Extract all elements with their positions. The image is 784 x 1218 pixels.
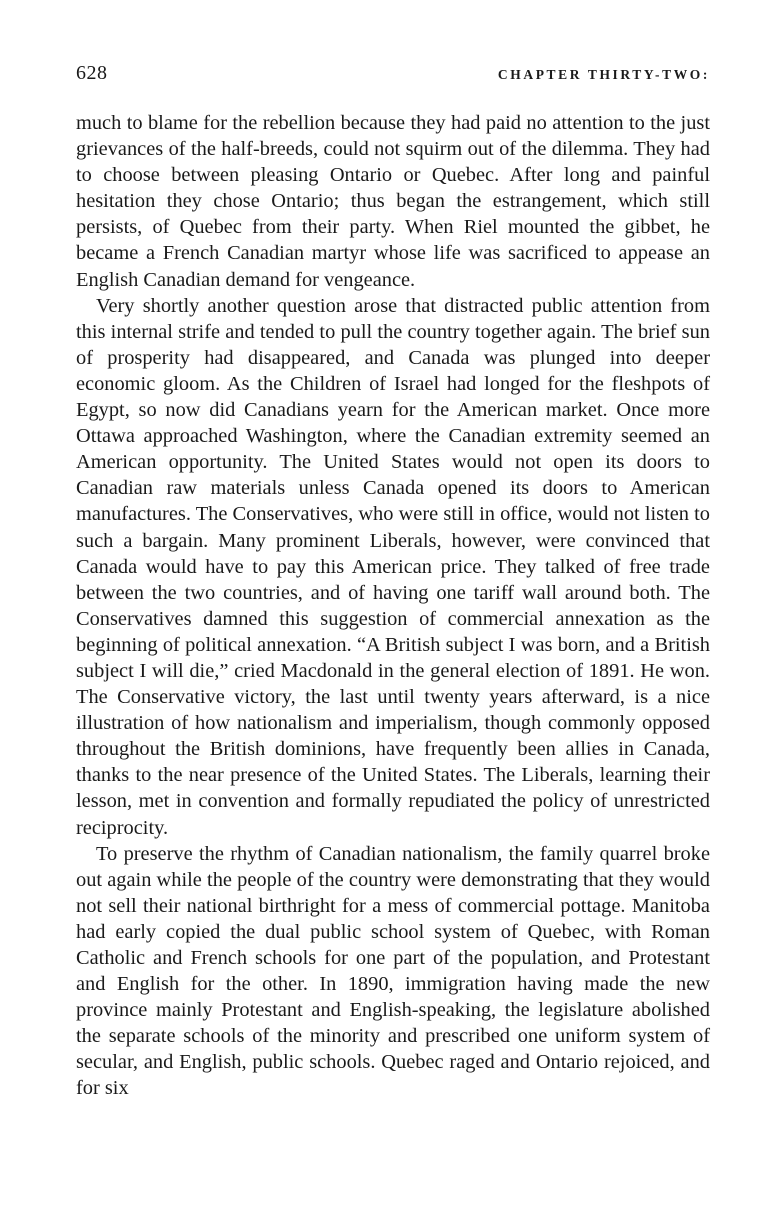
chapter-heading: CHAPTER THIRTY-TWO: <box>497 67 710 82</box>
book-page <box>76 62 710 1102</box>
running-header <box>76 62 710 90</box>
paragraph-reciprocity: Very shortly another question arose that distracted public attention from this internal strife and tended to pull the country together again. The brief sun of prosperity had disappeared, and Canada was plunged into deeper economic gloom. As the Children of Israel had longed for the fleshpots of Egypt, so now did Canadians yearn for the American market. Once more Ottawa approached Washington, where the Canadian extremity seemed an American opportunity. The United States would not open its doors to Canadian raw materials unless Canada opened its doors to American manufactures. The Conservatives, who were still in office, would not listen to such a bargain. Many prominent Liberals, however, were convinced that Canada would have to pay this American price. They talked of free trade between the two countries, and of having one tariff wall around both. The Conservatives damned this suggestion of commercial annexation as the beginning of political annexation. “A British subject I was born, and a British subject I will die,” cried Macdonald in the general election of 1891. He won. The Conservative victory, the last until twenty years afterward, is a nice illustration of how nationalism and imperialism, though commonly opposed throughout the British dominions, have frequently been allies in Canada, thanks to the near presence of the United States. The Liberals, learning their lesson, met in convention and formally repudiated the policy of unrestricted reciprocity. <box>76 294 710 839</box>
page-number: 628 <box>76 62 108 84</box>
paragraph-manitoba-schools: To preserve the rhythm of Canadian nationalism, the family quarrel broke out again while the people of the country were demonstrating that they would not sell their national birthright for a mess of commercial pottage. Manitoba had early copied the dual public school system of Quebec, with Roman Catholic and French schools for one part of the population, and Protestant and English for the other. In 1890, immigration having made the new province mainly Protestant and English-speaking, the legislature abolished the separate schools of the minority and prescribed one uniform system of secular, and English, public schools. Quebec raged and Ontario rejoiced, and for six <box>76 842 710 1100</box>
paragraph-continued: much to blame for the rebellion because they had paid no attention to the just grievances of the half-breeds, could not squirm out of the dilemma. They had to choose between pleasing Ontario or Quebec. After long and painful hesitation they chose Ontario; thus began the estrangement, which still persists, of Quebec from their party. When Riel mounted the gibbet, he became a French Canadian martyr whose life was sacrificed to appease an English Canadian demand for vengeance. <box>76 112 710 291</box>
body-text <box>76 110 710 1102</box>
